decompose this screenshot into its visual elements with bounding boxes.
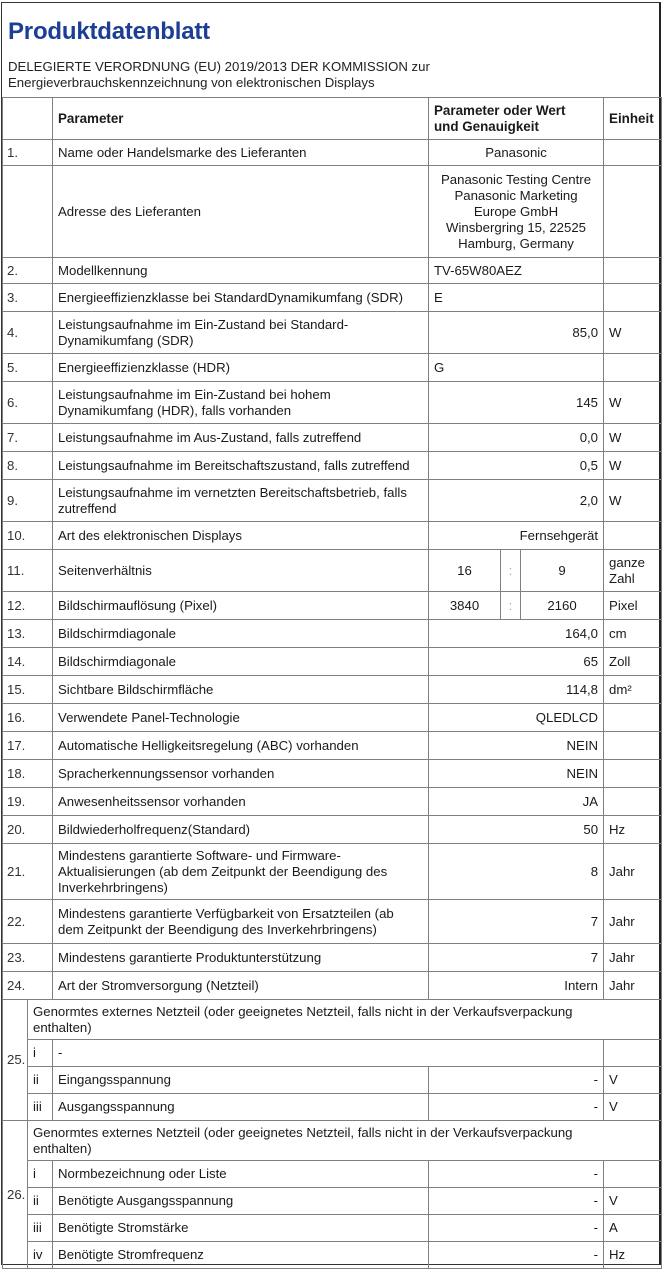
row-value: 0,5 xyxy=(429,452,604,480)
header-number-cell xyxy=(3,98,53,140)
row-unit xyxy=(604,284,662,312)
row-number xyxy=(3,166,53,258)
row-value: 2,0 xyxy=(429,480,604,522)
row-value: 85,0 xyxy=(429,312,604,354)
parameter-line: Mindestens garantierte Verfügbarkeit von Ersatzteilen (ab xyxy=(58,905,394,921)
sub-item-roman: i xyxy=(28,1040,53,1067)
row-unit: Jahr xyxy=(604,972,662,1000)
sub-item-value: - xyxy=(429,1215,604,1242)
parameter-line: Dynamikumfang (HDR), falls vorhanden xyxy=(58,402,292,418)
group-heading-line-1: Genormtes externes Netzteil (oder geeignetes Netzteil, falls nicht in der Verkaufsverpackung xyxy=(33,1124,573,1140)
row-value: 164,0 xyxy=(429,620,604,648)
row-number: 3. xyxy=(3,284,53,312)
sub-item-parameter: Benötigte Stromfrequenz xyxy=(53,1242,429,1269)
group-heading-line-2: enthalten) xyxy=(33,1140,92,1156)
parameter-line: Dynamikumfang (SDR) xyxy=(58,332,194,348)
row-number: 15. xyxy=(3,676,53,704)
table-row xyxy=(3,592,662,620)
row-number: 12. xyxy=(3,592,53,620)
row-parameter: Name oder Handelsmarke des Lieferanten xyxy=(53,140,429,166)
row-parameter: Bildwiederholfrequenz(Standard) xyxy=(53,816,429,844)
row-parameter xyxy=(53,844,429,900)
row-number: 18. xyxy=(3,760,53,788)
row-unit: W xyxy=(604,382,662,424)
sub-item-roman: i xyxy=(28,1161,53,1188)
value-right: 2160 xyxy=(521,592,604,620)
row-unit xyxy=(604,760,662,788)
sub-item-row xyxy=(3,1188,662,1215)
sub-item-row xyxy=(3,1242,662,1269)
row-parameter: Bildschirmdiagonale xyxy=(53,620,429,648)
sub-item-parameter: Benötigte Ausgangsspannung xyxy=(53,1188,429,1215)
row-number: 7. xyxy=(3,424,53,452)
row-unit xyxy=(604,788,662,816)
row-number: 6. xyxy=(3,382,53,424)
header-value xyxy=(429,98,604,140)
row-value: 7 xyxy=(429,944,604,972)
header-value-line-1: Parameter oder Wert xyxy=(434,102,566,118)
table-row xyxy=(3,480,662,522)
table-row xyxy=(3,676,662,704)
table-row xyxy=(3,648,662,676)
row-value: Intern xyxy=(429,972,604,1000)
row-parameter: Verwendete Panel-Technologie xyxy=(53,704,429,732)
row-parameter: Automatische Helligkeitsregelung (ABC) vorhanden xyxy=(53,732,429,760)
row-parameter: Bildschirmauflösung (Pixel) xyxy=(53,592,429,620)
value-left: 3840 xyxy=(429,592,501,620)
table-row xyxy=(3,550,662,592)
row-number: 21. xyxy=(3,844,53,900)
table-row xyxy=(3,788,662,816)
group-heading-row xyxy=(3,1121,662,1161)
row-unit: W xyxy=(604,452,662,480)
row-parameter xyxy=(53,900,429,944)
parameter-line: Inverkehrbringens) xyxy=(58,879,168,895)
row-parameter: Energieeffizienzklasse (HDR) xyxy=(53,354,429,382)
row-value: G xyxy=(429,354,604,382)
sub-item-unit: A xyxy=(604,1215,662,1242)
row-number: 16. xyxy=(3,704,53,732)
sub-item-value: - xyxy=(429,1242,604,1269)
group-number: 25. xyxy=(3,1000,28,1121)
row-parameter: Modellkennung xyxy=(53,258,429,284)
row-unit: Hz xyxy=(604,816,662,844)
row-unit xyxy=(604,258,662,284)
table-row xyxy=(3,620,662,648)
table-row xyxy=(3,816,662,844)
table-row xyxy=(3,900,662,944)
sub-item-roman: ii xyxy=(28,1188,53,1215)
value-right: 9 xyxy=(521,550,604,592)
subtitle-line-1: DELEGIERTE VERORDNUNG (EU) 2019/2013 DER KOMMISSION zur xyxy=(8,59,430,74)
table-row xyxy=(3,732,662,760)
sub-item-value: - xyxy=(429,1067,604,1094)
row-parameter xyxy=(53,480,429,522)
row-value: 65 xyxy=(429,648,604,676)
row-value: 7 xyxy=(429,900,604,944)
row-parameter: Mindestens garantierte Produktunterstützung xyxy=(53,944,429,972)
group-heading-row xyxy=(3,1000,662,1040)
parameter-line: Leistungsaufnahme im Ein-Zustand bei hohem xyxy=(58,386,331,402)
row-unit: Jahr xyxy=(604,944,662,972)
unit-line: Zahl xyxy=(609,570,635,586)
sub-item-value: - xyxy=(429,1188,604,1215)
row-value: QLEDLCD xyxy=(429,704,604,732)
row-unit xyxy=(604,140,662,166)
sub-item-unit xyxy=(604,1161,662,1188)
table-row xyxy=(3,284,662,312)
row-value: Fernsehgerät xyxy=(429,522,604,550)
row-unit xyxy=(604,704,662,732)
row-unit: Pixel xyxy=(604,592,662,620)
group-heading xyxy=(28,1000,662,1040)
parameter-line: Aktualisierungen (ab dem Zeitpunkt der Beendigung des xyxy=(58,863,388,879)
row-unit: cm xyxy=(604,620,662,648)
row-parameter: Bildschirmdiagonale xyxy=(53,648,429,676)
row-parameter: Leistungsaufnahme im Bereitschaftszustand, falls zutreffend xyxy=(53,452,429,480)
row-number: 2. xyxy=(3,258,53,284)
row-number: 22. xyxy=(3,900,53,944)
row-value: 50 xyxy=(429,816,604,844)
parameter-line: Leistungsaufnahme im vernetzten Bereitschaftsbetrieb, falls xyxy=(58,484,407,500)
sub-item-value: - xyxy=(429,1094,604,1121)
table-row xyxy=(3,972,662,1000)
table-header-row xyxy=(3,98,662,140)
regulation-subtitle xyxy=(8,59,430,91)
row-parameter: Leistungsaufnahme im Aus-Zustand, falls zutreffend xyxy=(53,424,429,452)
parameter-line: Mindestens garantierte Software- und Firmware- xyxy=(58,847,341,863)
sub-item-value: - xyxy=(429,1161,604,1188)
row-number: 14. xyxy=(3,648,53,676)
row-unit xyxy=(604,522,662,550)
group-heading xyxy=(28,1121,662,1161)
row-number: 23. xyxy=(3,944,53,972)
row-value xyxy=(429,166,604,258)
sub-item-parameter: Benötigte Stromstärke xyxy=(53,1215,429,1242)
row-parameter: Energieeffizienzklasse bei StandardDynamikumfang (SDR) xyxy=(53,284,429,312)
row-value: E xyxy=(429,284,604,312)
row-unit xyxy=(604,550,662,592)
row-unit: W xyxy=(604,312,662,354)
value-left: 16 xyxy=(429,550,501,592)
row-unit: W xyxy=(604,480,662,522)
table-row xyxy=(3,424,662,452)
row-number: 8. xyxy=(3,452,53,480)
value-line: Panasonic Testing Centre xyxy=(440,171,592,187)
header-parameter: Parameter xyxy=(53,98,429,140)
row-parameter xyxy=(53,382,429,424)
group-heading-line-1: Genormtes externes Netzteil (oder geeignetes Netzteil, falls nicht in der Verkaufsverpackung xyxy=(33,1003,573,1019)
sub-item-unit: Hz xyxy=(604,1242,662,1269)
group-number: 26. xyxy=(3,1121,28,1269)
row-value: 114,8 xyxy=(429,676,604,704)
table-row xyxy=(3,522,662,550)
sub-item-row xyxy=(3,1215,662,1242)
table-row xyxy=(3,844,662,900)
table-row xyxy=(3,140,662,166)
row-unit: dm² xyxy=(604,676,662,704)
row-unit xyxy=(604,166,662,258)
value-separator: : xyxy=(501,550,521,592)
sub-item-parameter: - xyxy=(53,1040,604,1067)
row-value: TV-65W80AEZ xyxy=(429,258,604,284)
row-value: 0,0 xyxy=(429,424,604,452)
row-parameter xyxy=(53,312,429,354)
row-number: 9. xyxy=(3,480,53,522)
row-value: 8 xyxy=(429,844,604,900)
parameter-line: Leistungsaufnahme im Ein-Zustand bei Standard- xyxy=(58,316,349,332)
row-number: 4. xyxy=(3,312,53,354)
product-data-table xyxy=(2,97,662,1269)
table-row xyxy=(3,166,662,258)
row-value: NEIN xyxy=(429,732,604,760)
table-row xyxy=(3,704,662,732)
sub-item-row xyxy=(3,1040,662,1067)
table-row xyxy=(3,258,662,284)
sub-item-parameter: Eingangsspannung xyxy=(53,1067,429,1094)
sub-item-row xyxy=(3,1067,662,1094)
row-value: NEIN xyxy=(429,760,604,788)
row-number: 24. xyxy=(3,972,53,1000)
row-number: 5. xyxy=(3,354,53,382)
sub-item-row xyxy=(3,1094,662,1121)
row-unit xyxy=(604,354,662,382)
row-unit: W xyxy=(604,424,662,452)
row-parameter: Art des elektronischen Displays xyxy=(53,522,429,550)
value-separator: : xyxy=(501,592,521,620)
value-line: Hamburg, Germany xyxy=(458,235,574,251)
row-parameter: Anwesenheitssensor vorhanden xyxy=(53,788,429,816)
sub-item-unit: V xyxy=(604,1188,662,1215)
sub-item-roman: iii xyxy=(28,1094,53,1121)
sub-item-parameter: Ausgangsspannung xyxy=(53,1094,429,1121)
table-row xyxy=(3,452,662,480)
parameter-line: dem Zeitpunkt der Beendigung des Inverkehrbringens) xyxy=(58,921,377,937)
row-unit xyxy=(604,732,662,760)
row-value: 145 xyxy=(429,382,604,424)
sub-item-row xyxy=(3,1161,662,1188)
row-unit: Jahr xyxy=(604,844,662,900)
row-number: 13. xyxy=(3,620,53,648)
sub-item-roman: iv xyxy=(28,1242,53,1269)
header-unit: Einheit xyxy=(604,98,662,140)
table-row xyxy=(3,760,662,788)
sub-item-unit: V xyxy=(604,1094,662,1121)
value-line: Panasonic Marketing xyxy=(454,187,578,203)
sub-item-unit xyxy=(604,1040,662,1067)
row-number: 20. xyxy=(3,816,53,844)
row-parameter: Adresse des Lieferanten xyxy=(53,166,429,258)
table-row xyxy=(3,354,662,382)
table-row xyxy=(3,312,662,354)
subtitle-line-2: Energieverbrauchskennzeichnung von elektronischen Displays xyxy=(8,75,375,90)
table-row xyxy=(3,944,662,972)
row-parameter: Seitenverhältnis xyxy=(53,550,429,592)
parameter-line: zutreffend xyxy=(58,500,117,516)
row-number: 19. xyxy=(3,788,53,816)
row-number: 17. xyxy=(3,732,53,760)
sub-item-parameter: Normbezeichnung oder Liste xyxy=(53,1161,429,1188)
header-value-line-2: und Genauigkeit xyxy=(434,118,539,134)
value-line: Europe GmbH xyxy=(473,203,559,219)
row-number: 1. xyxy=(3,140,53,166)
row-parameter: Sichtbare Bildschirmfläche xyxy=(53,676,429,704)
row-value: Panasonic xyxy=(429,140,604,166)
row-unit: Jahr xyxy=(604,900,662,944)
group-heading-line-2: enthalten) xyxy=(33,1019,92,1035)
value-line: Winsbergring 15, 22525 xyxy=(446,219,587,235)
row-number: 11. xyxy=(3,550,53,592)
row-value: JA xyxy=(429,788,604,816)
sub-item-roman: iii xyxy=(28,1215,53,1242)
page-title: Produktdatenblatt xyxy=(8,18,210,45)
row-unit: Zoll xyxy=(604,648,662,676)
row-number: 10. xyxy=(3,522,53,550)
table-row xyxy=(3,382,662,424)
unit-line: ganze xyxy=(609,554,645,570)
row-parameter: Art der Stromversorgung (Netzteil) xyxy=(53,972,429,1000)
sub-item-roman: ii xyxy=(28,1067,53,1094)
row-parameter: Spracherkennungssensor vorhanden xyxy=(53,760,429,788)
sub-item-unit: V xyxy=(604,1067,662,1094)
